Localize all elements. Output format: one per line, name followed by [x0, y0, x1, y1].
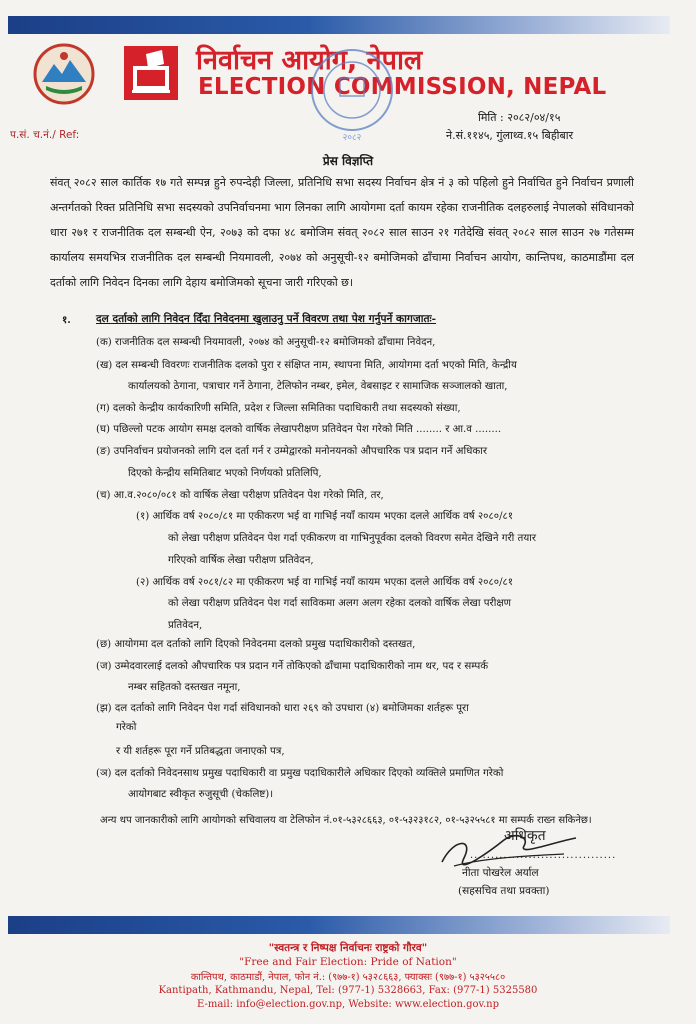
list-item: कार्यालयको ठेगाना, पत्राचार गर्ने ठेगाना, टेलिफोन नम्बर, इमेल, वेबसाइट र सामाजिक सञ्जालको खाता, — [128, 381, 508, 392]
list-item: (छ) आयोगमा दल दर्ताको लागि दिएको निवेदनमा दलको प्रमुख पदाधिकारीको दस्तखत, — [96, 639, 416, 650]
list-item: (झ) दल दर्ताको लागि निवेदन पेश गर्दा संविधानको धारा २६९ को उपधारा (४) बमोजिमका शर्तहरू पूरा — [96, 703, 469, 714]
list-item: गरिएको वार्षिक लेखा परीक्षण प्रतिवेदन, — [168, 555, 314, 566]
document-heading: प्रेस विज्ञप्ति — [322, 154, 374, 168]
list-item: (ग) दलको केन्द्रीय कार्यकारिणी समिति, प्रदेश र जिल्ला समितिका पदाधिकारी तथा सदस्यको संख्या, — [96, 403, 461, 414]
closing-note: अन्य थप जानकारीको लागि आयोगको सचिवालय वा टेलिफोन नं.०१-५३२८६६३, ०१-५३२३१८२, ०१-५३२५५८१ मा सम्पर्क राख्न सकिनेछ। — [100, 815, 592, 826]
date-bs: मिति : २०८२/०४/१५ — [478, 111, 561, 124]
list-item: को लेखा परीक्षण प्रतिवेदन पेश गर्दा एकीकरण वा गाभिनुपूर्वका दलको विवरण समेत देखिने गरी तयार — [168, 533, 537, 544]
signatory-name: नीता पोखरेल अर्याल — [462, 867, 539, 879]
list-item: को लेखा परीक्षण प्रतिवेदन पेश गर्दा साविकमा अलग अलग रहेका दलको वार्षिक लेखा परीक्षण — [168, 598, 512, 609]
commission-title-np: निर्वाचन आयोग, नेपाल — [196, 45, 423, 76]
reference-number: प.सं. च.नं./ Ref: — [10, 129, 80, 141]
list-item: (च) आ.व.२०८०/०८१ को वार्षिक लेखा परीक्षण प्रतिवेदन पेश गरेको मिति, तर, — [96, 490, 384, 501]
footer-address-np: कान्तिपथ, काठमाडौं, नेपाल, फोन नं.: (९७७-१) ५३२८६६३, फ्याक्सः (९७७-१) ५३२५५८० — [190, 972, 506, 983]
footer-motto-en: "Free and Fair Election: Pride of Nation" — [239, 956, 457, 968]
list-item: (ङ) उपनिर्वाचन प्रयोजनको लागि दल दर्ता गर्न र उम्मेद्वारको मनोनयनको औपचारिक पत्र प्रदान गर्ने अधिकार — [96, 446, 487, 457]
nepal-emblem-icon — [32, 42, 96, 106]
commission-title-en: ELECTION COMMISSION, NEPAL — [198, 74, 607, 100]
section-number: १. — [62, 314, 71, 326]
list-item: दिएको केन्द्रीय समितिबाट भएको निर्णयको प्रतिलिपि, — [128, 468, 322, 479]
footer-contact: E-mail: info@election.gov.np, Website: www.election.gov.np — [196, 999, 500, 1010]
list-item: (ज) उम्मेदवारलाई दलको औपचारिक पत्र प्रदान गर्ने तोकिएको ढाँचामा पदाधिकारीको नाम थर, पद र सम्पर्क — [96, 661, 489, 672]
list-item: आयोगबाट स्वीकृत रुजुसूची (चेकलिष्ट)। — [128, 789, 274, 800]
header-band — [8, 16, 670, 34]
footer-address-en: Kantipath, Kathmandu, Nepal, Tel: (977-1) 5328663, Fax: (977-1) 5325580 — [158, 985, 538, 996]
footer-band — [8, 916, 670, 934]
list-item: नम्बर सहितको दस्तखत नमूना, — [128, 682, 241, 693]
list-item: (क) राजनीतिक दल सम्बन्धी नियमावली, २०७४ को अनुसूची-१२ बमोजिमको ढाँचामा निवेदन, — [96, 337, 436, 348]
footer-motto-np: "स्वतन्त्र र निष्पक्ष निर्वाचनः राष्ट्रको गौरव" — [268, 942, 428, 954]
signature-handwriting: अधिकृत — [504, 828, 546, 844]
list-item: र यी शर्तहरू पूरा गर्ने प्रतिबद्धता जनाएको पत्र, — [116, 746, 285, 757]
election-commission-logo-icon — [124, 46, 178, 100]
list-item: गरेको — [116, 722, 137, 733]
list-item: प्रतिवेदन, — [168, 620, 203, 631]
list-item: (१) आर्थिक वर्ष २०८०/८१ मा एकीकरण भई वा गाभिई नयाँ कायम भएका दलले आर्थिक वर्ष २०८०/८१ — [136, 511, 514, 522]
list-item: (घ) पछिल्लो पटक आयोग समक्ष दलको वार्षिक लेखापरीक्षण प्रतिवेदन पेश गरेको मिति ........ र आ.व ........ — [96, 424, 502, 435]
svg-text:२०८२: २०८२ — [342, 133, 362, 143]
signature-line: ................................... — [470, 850, 617, 861]
list-item: (ञ) दल दर्ताको निवेदनसाथ प्रमुख पदाधिकारी वा प्रमुख पदाधिकारीले अधिकार दिएको व्यक्तिले प्रमाणित गरेको — [96, 768, 504, 779]
date-nepal-sambat: ने.सं.११४५, गुंलाथ्व.१५ बिहीबार — [446, 129, 574, 142]
signatory-role: (सहसचिव तथा प्रवक्ता) — [458, 885, 550, 897]
official-stamp-icon — [306, 42, 398, 144]
section-title: दल दर्ताको लागि निवेदन दिँदा निवेदनमा खुलाउनु पर्ने विवरण तथा पेश गर्नुपर्ने कागजातः- — [96, 313, 437, 325]
list-item: (ख) दल सम्बन्धी विवरणः राजनीतिक दलको पुरा र संक्षिप्त नाम, स्थापना मिति, आयोगमा दर्ता भएको मिति, केन्द्रीय — [96, 360, 517, 371]
intro-paragraph: संवत् २०८२ साल कार्तिक १७ गते सम्पन्न हुने रुपन्देही जिल्ला, प्रतिनिधि सभा सदस्य निर्वाचन क्षेत्र नं ३ को पहिलो हुने निर्वाचित हुने निर्वाचन प्रणाली अन्तर्गतको रिक्त प्रतिनिधि सभा सदस्यको उपनिर्वाचनमा भाग लिनका लागि आयोगमा दर्ता कायम रहेका राजनीतिक दलहरुलाई नेपालको संविधानको धारा २७१ र राजनीतिक दल सम्बन्धी ऐन, २०७३ को दफा ४८ बमोजिम संवत् २०८२ साल साउन २१ गतेदेखि संवत् २०८२ साल साउन २७ गतेसम्म कार्यालय समयभित्र राजनीतिक दल सम्बन्धी नियमावली, २०७४ को अनुसूची-१२ बमोजिमको ढाँचामा निर्वाचन आयोग, कान्तिपथ, काठमाडौंमा दल दर्ताको लागि निवेदन दिनका लागि देहाय बमोजिमको सूचना जारी गरिएको छ। — [50, 176, 634, 289]
list-item: (२) आर्थिक वर्ष २०८१/८२ मा एकीकरण भई वा गाभिई नयाँ कायम भएका दलले आर्थिक वर्ष २०८०/८१ — [136, 577, 514, 588]
